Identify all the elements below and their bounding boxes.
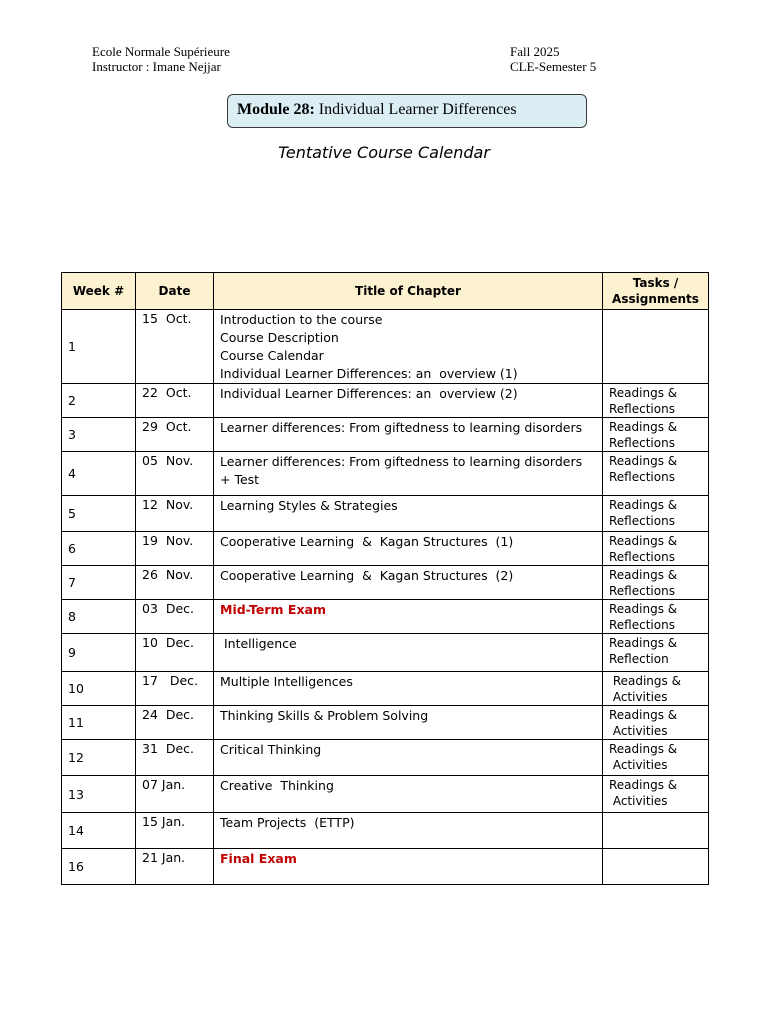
tasks-header: [603, 273, 709, 310]
chapter-title-cell: [214, 849, 603, 885]
tasks-line: Activities: [609, 690, 668, 704]
tasks-line: Readings &: [609, 420, 678, 434]
tasks-line: Readings &: [609, 454, 678, 468]
week-cell: 12: [62, 740, 136, 776]
tasks-cell: [603, 532, 709, 566]
date-cell: 19 Nov.: [136, 532, 214, 566]
header-right: [510, 44, 596, 74]
week-cell: 9: [62, 634, 136, 672]
week-cell: 16: [62, 849, 136, 885]
chapter-title-line: Cooperative Learning & Kagan Structures (2): [220, 568, 514, 583]
chapter-title-cell: [214, 418, 603, 452]
chapter-title-line: Mid-Term Exam: [220, 602, 326, 617]
date-cell: 07 Jan.: [136, 776, 214, 813]
date-cell: 17 Dec.: [136, 672, 214, 706]
chapter-title-cell: [214, 600, 603, 634]
week-cell: 6: [62, 532, 136, 566]
module-name: Individual Learner Differences: [318, 101, 517, 118]
table-row: [62, 566, 709, 600]
week-cell: 5: [62, 496, 136, 532]
chapter-title-line: Final Exam: [220, 851, 297, 866]
tasks-line: Activities: [609, 794, 668, 808]
tasks-line: Readings &: [609, 498, 678, 512]
tasks-line: Readings &: [609, 742, 678, 756]
chapter-title-cell: [214, 496, 603, 532]
school-name: Ecole Normale Supérieure: [92, 44, 230, 59]
chapter-title-line: Creative Thinking: [220, 778, 334, 793]
tasks-line: Reflections: [609, 514, 675, 528]
tasks-cell: [603, 849, 709, 885]
chapter-title-cell: [214, 310, 603, 384]
tasks-line: Reflections: [609, 470, 675, 484]
tasks-line: Reflections: [609, 584, 675, 598]
date-cell: 12 Nov.: [136, 496, 214, 532]
date-cell: 03 Dec.: [136, 600, 214, 634]
table-row: [62, 310, 709, 384]
chapter-title-line: Individual Learner Differences: an overview (2): [220, 386, 518, 401]
tasks-line: Readings &: [609, 602, 678, 616]
table-row: [62, 740, 709, 776]
date-cell: 26 Nov.: [136, 566, 214, 600]
tasks-header-line1: Tasks /: [632, 276, 679, 290]
tasks-cell: [603, 566, 709, 600]
chapter-title-cell: [214, 634, 603, 672]
chapter-title-line: Introduction to the course: [220, 312, 383, 327]
calendar-title: Tentative Course Calendar: [278, 143, 490, 162]
week-cell: 14: [62, 813, 136, 849]
chapter-title-cell: [214, 452, 603, 496]
tasks-cell: [603, 634, 709, 672]
tasks-line: Reflections: [609, 618, 675, 632]
instructor-name: Instructor : Imane Nejjar: [92, 59, 221, 74]
tasks-cell: [603, 600, 709, 634]
tasks-cell: [603, 740, 709, 776]
chapter-title-line: Intelligence: [220, 636, 297, 651]
week-cell: 2: [62, 384, 136, 418]
tasks-cell: [603, 452, 709, 496]
week-cell: 4: [62, 452, 136, 496]
tasks-line: Activities: [609, 758, 668, 772]
date-cell: 29 Oct.: [136, 418, 214, 452]
title-header: Title of Chapter: [214, 273, 603, 310]
chapter-title-cell: [214, 532, 603, 566]
date-cell: 10 Dec.: [136, 634, 214, 672]
table-row: [62, 532, 709, 566]
module-number: Module 28:: [237, 101, 315, 118]
date-header: Date: [136, 273, 214, 310]
table-row: [62, 600, 709, 634]
chapter-title-cell: [214, 813, 603, 849]
tasks-cell: [603, 496, 709, 532]
chapter-title-cell: [214, 776, 603, 813]
tasks-cell: [603, 813, 709, 849]
tasks-line: Readings &: [609, 636, 678, 650]
chapter-title-line: Critical Thinking: [220, 742, 322, 757]
table-row: [62, 849, 709, 885]
table-row: [62, 634, 709, 672]
tasks-line: Reflections: [609, 436, 675, 450]
module-title-box: [227, 94, 587, 128]
tasks-line: Activities: [609, 724, 668, 738]
table-row: [62, 418, 709, 452]
chapter-title-cell: [214, 706, 603, 740]
week-cell: 1: [62, 310, 136, 384]
week-cell: 11: [62, 706, 136, 740]
tasks-cell: [603, 776, 709, 813]
chapter-title-line: Multiple Intelligences: [220, 674, 353, 689]
chapter-title-line: Learner differences: From giftedness to learning disorders: [220, 420, 583, 435]
table-row: [62, 813, 709, 849]
chapter-title-line: Individual Learner Differences: an overview (1): [220, 366, 518, 381]
week-cell: 3: [62, 418, 136, 452]
date-cell: 31 Dec.: [136, 740, 214, 776]
week-cell: 8: [62, 600, 136, 634]
date-cell: 15 Oct.: [136, 310, 214, 384]
chapter-title-line: Team Projects (ETTP): [220, 815, 355, 830]
tasks-line: Readings &: [609, 778, 678, 792]
table-header-row: [62, 273, 709, 310]
date-cell: 22 Oct.: [136, 384, 214, 418]
tasks-line: Reflections: [609, 402, 675, 416]
tasks-cell: [603, 310, 709, 384]
week-cell: 7: [62, 566, 136, 600]
chapter-title-line: Course Description: [220, 330, 339, 345]
table-row: [62, 384, 709, 418]
chapter-title-line: Learner differences: From giftedness to learning disorders: [220, 454, 583, 469]
chapter-title-line: Cooperative Learning & Kagan Structures (1): [220, 534, 514, 549]
chapter-title-line: + Test: [220, 472, 260, 487]
tasks-line: Readings &: [609, 534, 678, 548]
tasks-cell: [603, 384, 709, 418]
tasks-cell: [603, 418, 709, 452]
table-row: [62, 672, 709, 706]
table-row: [62, 452, 709, 496]
week-cell: 13: [62, 776, 136, 813]
term: Fall 2025: [510, 44, 560, 59]
table-row: [62, 776, 709, 813]
chapter-title-cell: [214, 566, 603, 600]
date-cell: 21 Jan.: [136, 849, 214, 885]
chapter-title-cell: [214, 740, 603, 776]
header-left: [92, 44, 230, 74]
chapter-title-cell: [214, 672, 603, 706]
program: CLE-Semester 5: [510, 59, 597, 74]
tasks-cell: [603, 672, 709, 706]
tasks-cell: [603, 706, 709, 740]
date-cell: 15 Jan.: [136, 813, 214, 849]
chapter-title-line: Learning Styles & Strategies: [220, 498, 398, 513]
chapter-title-line: Thinking Skills & Problem Solving: [220, 708, 429, 723]
date-cell: 05 Nov.: [136, 452, 214, 496]
chapter-title-line: Course Calendar: [220, 348, 324, 363]
tasks-line: Readings &: [609, 568, 678, 582]
tasks-line: Readings &: [609, 386, 678, 400]
table-row: [62, 496, 709, 532]
course-calendar-table: [61, 272, 709, 885]
week-cell: 10: [62, 672, 136, 706]
date-cell: 24 Dec.: [136, 706, 214, 740]
tasks-line: Reflection: [609, 652, 669, 666]
table-row: [62, 706, 709, 740]
week-header: Week #: [62, 273, 136, 310]
tasks-header-line2: Assignments: [612, 292, 699, 306]
tasks-line: Readings &: [609, 708, 678, 722]
tasks-line: Readings &: [609, 674, 681, 688]
tasks-line: Reflections: [609, 550, 675, 564]
chapter-title-cell: [214, 384, 603, 418]
